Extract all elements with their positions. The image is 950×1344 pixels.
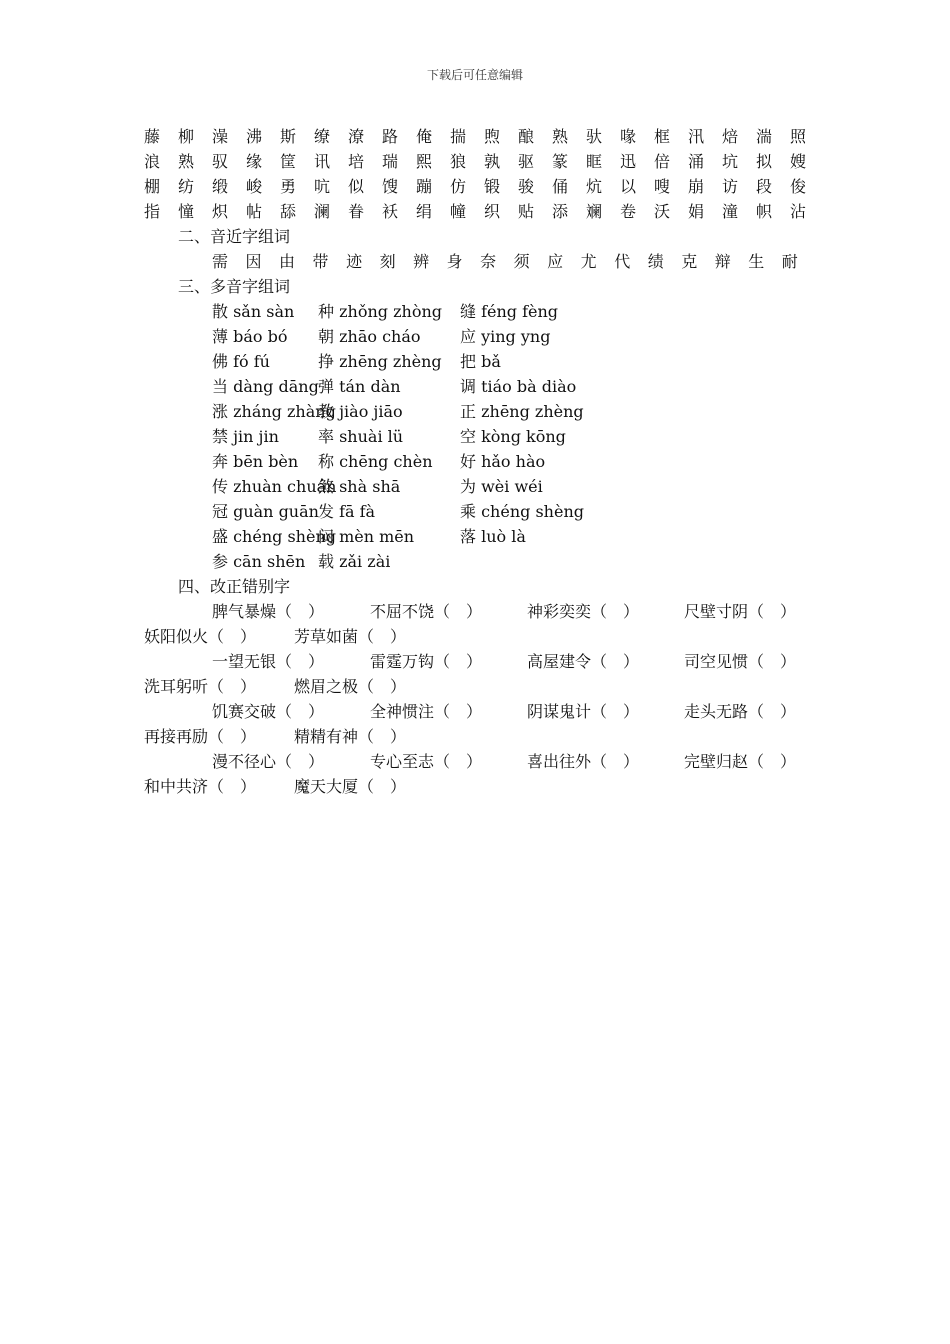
char-cell: 炽 xyxy=(212,202,229,221)
char-cell: 焙 xyxy=(722,127,739,146)
char-cell: 喙 xyxy=(620,127,637,146)
idiom-item: 饥赛交破（ ） xyxy=(212,702,325,721)
polyphone-row xyxy=(144,324,814,349)
char-cell: 俺 xyxy=(416,127,433,146)
char-cell: 辨 xyxy=(413,252,430,271)
polyphone-entry: 弹 tán dàn xyxy=(318,377,401,396)
idiom-item: 司空见惯（ ） xyxy=(684,652,797,671)
char-cell: 坑 xyxy=(722,152,739,171)
polyphone-entry: 禁 jin jin xyxy=(212,427,279,446)
char-cell: 奈 xyxy=(480,252,497,271)
char-cell: 筐 xyxy=(280,152,297,171)
polyphone-entry: 发 fā fà xyxy=(318,502,376,521)
char-cell: 袄 xyxy=(382,202,399,221)
char-cell: 柳 xyxy=(178,127,195,146)
char-cell: 耐 xyxy=(781,252,798,271)
idiom-item: 喜出往外（ ） xyxy=(527,752,640,771)
polyphone-entry: 参 cān shēn xyxy=(212,552,306,571)
char-cell: 驱 xyxy=(518,152,535,171)
polyphone-entry: 朝 zhāo cháo xyxy=(318,327,421,346)
char-cell: 狼 xyxy=(450,152,467,171)
char-cell: 驭 xyxy=(212,152,229,171)
char-cell: 煦 xyxy=(484,127,501,146)
char-cell: 以 xyxy=(620,177,637,196)
char-cell: 幢 xyxy=(450,202,467,221)
idiom-item: 阴谋鬼计（ ） xyxy=(527,702,640,721)
polyphone-entry: 闷 mèn mēn xyxy=(318,527,415,546)
char-cell: 俊 xyxy=(790,177,807,196)
char-cell: 舔 xyxy=(280,202,297,221)
polyphone-entry: 当 dàng dāng xyxy=(212,377,319,396)
char-cell: 浪 xyxy=(144,152,161,171)
document-body xyxy=(144,124,814,799)
section2-chars xyxy=(212,249,798,274)
idiom-item: 完壁归赵（ ） xyxy=(684,752,797,771)
polyphone-entry: 把 bǎ xyxy=(460,352,501,371)
char-cell: 俑 xyxy=(552,177,569,196)
polyphone-entry: 散 sǎn sàn xyxy=(212,302,295,321)
correction-row xyxy=(144,674,814,699)
idiom-item: 脾气暴燥（ ） xyxy=(212,602,325,621)
char-cell: 澡 xyxy=(212,127,229,146)
char-cell: 涌 xyxy=(688,152,705,171)
polyphone-entry: 缝 féng fèng xyxy=(460,302,559,321)
polyphone-row xyxy=(144,424,814,449)
char-cell: 嗖 xyxy=(654,177,671,196)
char-cell: 段 xyxy=(756,177,773,196)
char-cell: 眶 xyxy=(586,152,603,171)
char-cell: 汛 xyxy=(688,127,705,146)
char-row-4 xyxy=(144,199,806,224)
char-cell: 织 xyxy=(484,202,501,221)
polyphone-entry: 空 kòng kōng xyxy=(460,427,566,446)
polyphone-entry: 奔 bēn bèn xyxy=(212,452,299,471)
char-cell: 需 xyxy=(212,252,229,271)
polyphone-entry: 率 shuài lü xyxy=(318,427,404,446)
char-cell: 崩 xyxy=(688,177,705,196)
polyphone-entry: 盛 chéng shèng xyxy=(212,527,336,546)
char-cell: 帜 xyxy=(756,202,773,221)
char-cell: 揣 xyxy=(450,127,467,146)
char-cell: 缘 xyxy=(246,152,263,171)
char-cell: 瑞 xyxy=(382,152,399,171)
char-cell: 熟 xyxy=(552,127,569,146)
char-cell: 拟 xyxy=(756,152,773,171)
char-row-2 xyxy=(144,149,806,174)
idiom-item: 神彩奕奕（ ） xyxy=(527,602,640,621)
char-cell: 似 xyxy=(348,177,365,196)
idiom-item: 洗耳躬听（ ） xyxy=(144,677,257,696)
idiom-item: 尺壁寸阴（ ） xyxy=(684,602,797,621)
idiom-item: 雷霆万钩（ ） xyxy=(370,652,483,671)
char-cell: 沃 xyxy=(654,202,671,221)
correction-row xyxy=(144,699,814,724)
char-cell: 因 xyxy=(245,252,262,271)
char-cell: 路 xyxy=(382,127,399,146)
char-cell: 讯 xyxy=(314,152,331,171)
char-cell: 缭 xyxy=(314,127,331,146)
char-cell: 培 xyxy=(348,152,365,171)
char-cell: 娟 xyxy=(688,202,705,221)
section4-rows xyxy=(144,599,814,799)
idiom-item: 漫不径心（ ） xyxy=(212,752,325,771)
char-cell: 贴 xyxy=(518,202,535,221)
page-header: 下载后可任意编辑 xyxy=(426,68,523,82)
polyphone-entry: 落 luò là xyxy=(460,527,526,546)
polyphone-entry: 传 zhuàn chuán xyxy=(212,477,337,496)
polyphone-entry: 教 jiào jiāo xyxy=(318,402,403,421)
char-cell: 应 xyxy=(547,252,564,271)
char-row-3 xyxy=(144,174,806,199)
char-cell: 绩 xyxy=(647,252,664,271)
polyphone-row xyxy=(144,349,814,374)
polyphone-row xyxy=(144,449,814,474)
correction-row xyxy=(144,724,814,749)
idiom-item: 芳草如菌（ ） xyxy=(294,627,407,646)
char-cell: 炕 xyxy=(586,177,603,196)
char-cell: 酿 xyxy=(518,127,535,146)
char-cell: 吭 xyxy=(314,177,331,196)
idiom-item: 高屋建令（ ） xyxy=(527,652,640,671)
polyphone-entry: 挣 zhēng zhèng xyxy=(318,352,442,371)
char-cell: 骏 xyxy=(518,177,535,196)
char-cell: 须 xyxy=(513,252,530,271)
char-cell: 峻 xyxy=(246,177,263,196)
char-cell: 尤 xyxy=(580,252,597,271)
polyphone-row xyxy=(144,524,814,549)
polyphone-entry: 正 zhēng zhèng xyxy=(460,402,584,421)
idiom-item: 不屈不饶（ ） xyxy=(370,602,483,621)
char-cell: 迅 xyxy=(620,152,637,171)
char-cell: 馊 xyxy=(382,177,399,196)
char-cell: 辩 xyxy=(714,252,731,271)
char-cell: 锻 xyxy=(484,177,501,196)
char-cell: 熙 xyxy=(416,152,433,171)
polyphone-row xyxy=(144,499,814,524)
polyphone-entry: 称 chēng chèn xyxy=(318,452,433,471)
char-cell: 潼 xyxy=(722,202,739,221)
char-cell: 驮 xyxy=(586,127,603,146)
polyphone-entry: 冠 guàn guān xyxy=(212,502,319,521)
char-cell: 帖 xyxy=(246,202,263,221)
idiom-item: 精精有神（ ） xyxy=(294,727,407,746)
idiom-item: 全神惯注（ ） xyxy=(370,702,483,721)
polyphone-row xyxy=(144,549,814,574)
char-cell: 斯 xyxy=(280,127,297,146)
char-cell: 斓 xyxy=(586,202,603,221)
section3-rows xyxy=(144,299,814,574)
correction-row xyxy=(144,624,814,649)
char-cell: 棚 xyxy=(144,177,161,196)
correction-row xyxy=(144,599,814,624)
char-cell: 湍 xyxy=(756,127,773,146)
char-cell: 卷 xyxy=(620,202,637,221)
char-cell: 勇 xyxy=(280,177,297,196)
correction-row xyxy=(144,649,814,674)
char-cell: 沸 xyxy=(246,127,263,146)
char-cell: 指 xyxy=(144,202,161,221)
polyphone-entry: 佛 fó fú xyxy=(212,352,270,371)
polyphone-entry: 乘 chéng shèng xyxy=(460,502,584,521)
polyphone-entry: 薄 báo bó xyxy=(212,327,288,346)
char-cell: 藤 xyxy=(144,127,161,146)
char-cell: 熟 xyxy=(178,152,195,171)
char-cell: 访 xyxy=(722,177,739,196)
idiom-item: 一望无银（ ） xyxy=(212,652,325,671)
char-cell: 迹 xyxy=(346,252,363,271)
char-row-1 xyxy=(144,124,806,149)
char-cell: 篆 xyxy=(552,152,569,171)
correction-row xyxy=(144,774,814,799)
char-cell: 照 xyxy=(790,127,807,146)
char-cell: 澜 xyxy=(314,202,331,221)
char-cell: 纺 xyxy=(178,177,195,196)
idiom-item: 妖阳似火（ ） xyxy=(144,627,257,646)
idiom-item: 专心至志（ ） xyxy=(370,752,483,771)
char-cell: 框 xyxy=(654,127,671,146)
char-cell: 沾 xyxy=(790,202,807,221)
section2-title: 二、音近字组词 xyxy=(178,227,291,246)
polyphone-entry: 调 tiáo bà diào xyxy=(460,377,577,396)
polyphone-row xyxy=(144,374,814,399)
char-cell: 憧 xyxy=(178,202,195,221)
polyphone-entry: 煞 shà shā xyxy=(318,477,401,496)
polyphone-entry: 种 zhǒng zhòng xyxy=(318,302,443,321)
char-cell: 克 xyxy=(681,252,698,271)
idiom-item: 走头无路（ ） xyxy=(684,702,797,721)
char-cell: 蹦 xyxy=(416,177,433,196)
char-cell: 添 xyxy=(552,202,569,221)
idiom-item: 和中共济（ ） xyxy=(144,777,257,796)
correction-row xyxy=(144,749,814,774)
idiom-item: 燃眉之极（ ） xyxy=(294,677,407,696)
char-cell: 由 xyxy=(279,252,296,271)
char-cell: 绢 xyxy=(416,202,433,221)
char-cell: 仿 xyxy=(450,177,467,196)
polyphone-entry: 为 wèi wéi xyxy=(460,477,543,496)
char-cell: 缎 xyxy=(212,177,229,196)
polyphone-entry: 好 hǎo hào xyxy=(460,452,546,471)
char-cell: 眷 xyxy=(348,202,365,221)
char-cell: 带 xyxy=(312,252,329,271)
polyphone-entry: 应 ying yng xyxy=(460,327,551,346)
char-cell: 孰 xyxy=(484,152,501,171)
section3-title: 三、多音字组词 xyxy=(178,277,291,296)
char-cell: 倍 xyxy=(654,152,671,171)
polyphone-entry: 载 zǎi zài xyxy=(318,552,391,571)
idiom-item: 再接再励（ ） xyxy=(144,727,257,746)
char-cell: 代 xyxy=(614,252,631,271)
char-cell: 嫂 xyxy=(790,152,807,171)
polyphone-row xyxy=(144,399,814,424)
char-cell: 潦 xyxy=(348,127,365,146)
section4-title: 四、改正错别字 xyxy=(178,577,291,596)
char-cell: 身 xyxy=(446,252,463,271)
polyphone-row xyxy=(144,299,814,324)
idiom-item: 魔天大厦（ ） xyxy=(294,777,407,796)
char-cell: 刻 xyxy=(379,252,396,271)
polyphone-entry: 涨 zháng zhàng xyxy=(212,402,336,421)
polyphone-row xyxy=(144,474,814,499)
char-cell: 生 xyxy=(748,252,765,271)
